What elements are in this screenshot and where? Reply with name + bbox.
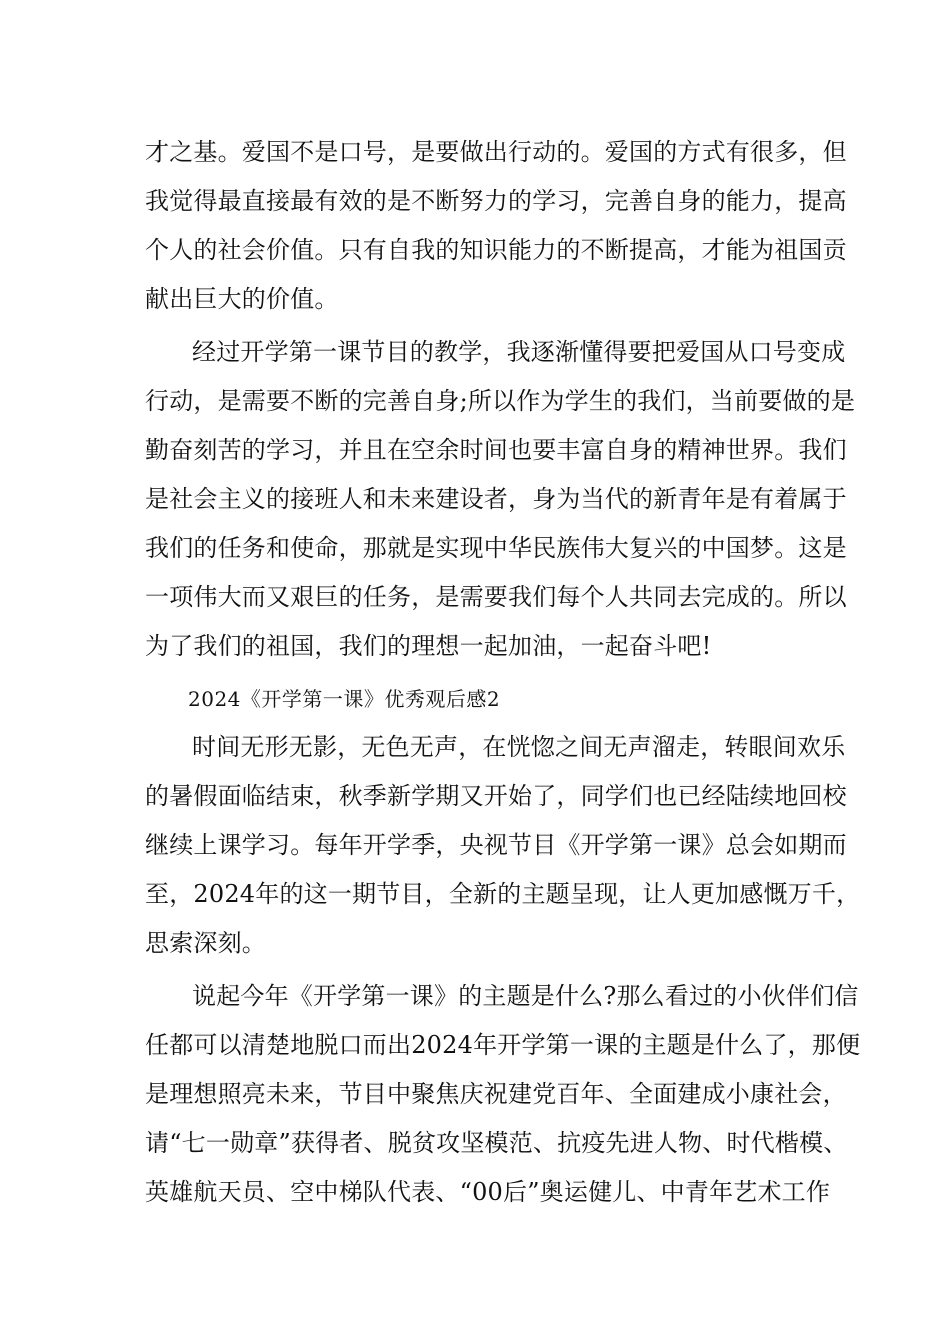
text-line: 献出巨大的价值。 [145, 285, 339, 313]
text-line: 一项伟大而又艰巨的任务，是需要我们每个人共同去完成的。所以 [145, 583, 847, 611]
text-line: 经过开学第一课节目的教学，我逐渐懂得要把爱国从口号变成 [192, 338, 846, 366]
text-line: 勤奋刻苦的学习，并且在空余时间也要丰富自身的精神世界。我们 [145, 436, 847, 464]
text-line: 是理想照亮未来，节目中聚焦庆祝建党百年、全面建成小康社会， [145, 1080, 847, 1108]
text-line: 英雄航天员、空中梯队代表、“00后”奥运健儿、中青年艺术工作 [145, 1178, 831, 1206]
text-line: 说起今年《开学第一课》的主题是什么?那么看过的小伙伴们信 [192, 982, 859, 1010]
text-line: 继续上课学习。每年开学季，央视节目《开学第一课》总会如期而 [145, 831, 847, 859]
section-heading: 2024《开学第一课》优秀观后感2 [188, 687, 501, 711]
text-line: 时间无形无影，无色无声，在恍惚之间无声溜走，转眼间欢乐 [192, 733, 846, 761]
text-line: 行动，是需要不断的完善自身;所以作为学生的我们，当前要做的是 [145, 387, 856, 415]
text-line: 是社会主义的接班人和未来建设者，身为当代的新青年是有着属于 [145, 485, 847, 513]
text-line: 我们的任务和使命，那就是实现中华民族伟大复兴的中国梦。这是 [145, 534, 847, 562]
text-line: 才之基。爱国不是口号，是要做出行动的。爱国的方式有很多，但 [145, 138, 847, 166]
text-line: 我觉得最直接最有效的是不断努力的学习，完善自身的能力，提高 [145, 187, 847, 215]
text-line: 任都可以清楚地脱口而出2024年开学第一课的主题是什么了，那便 [145, 1031, 861, 1059]
text-line: 的暑假面临结束，秋季新学期又开始了，同学们也已经陆续地回校 [145, 782, 847, 810]
text-line: 个人的社会价值。只有自我的知识能力的不断提高，才能为祖国贡 [145, 236, 847, 264]
text-line: 请“七一勋章”获得者、脱贫攻坚模范、抗疫先进人物、时代楷模、 [145, 1129, 848, 1157]
text-line: 至，2024年的这一期节目，全新的主题呈现，让人更加感慨万千， [145, 880, 861, 908]
text-line: 思索深刻。 [145, 929, 266, 957]
text-line: 为了我们的祖国，我们的理想一起加油，一起奋斗吧! [145, 632, 712, 660]
